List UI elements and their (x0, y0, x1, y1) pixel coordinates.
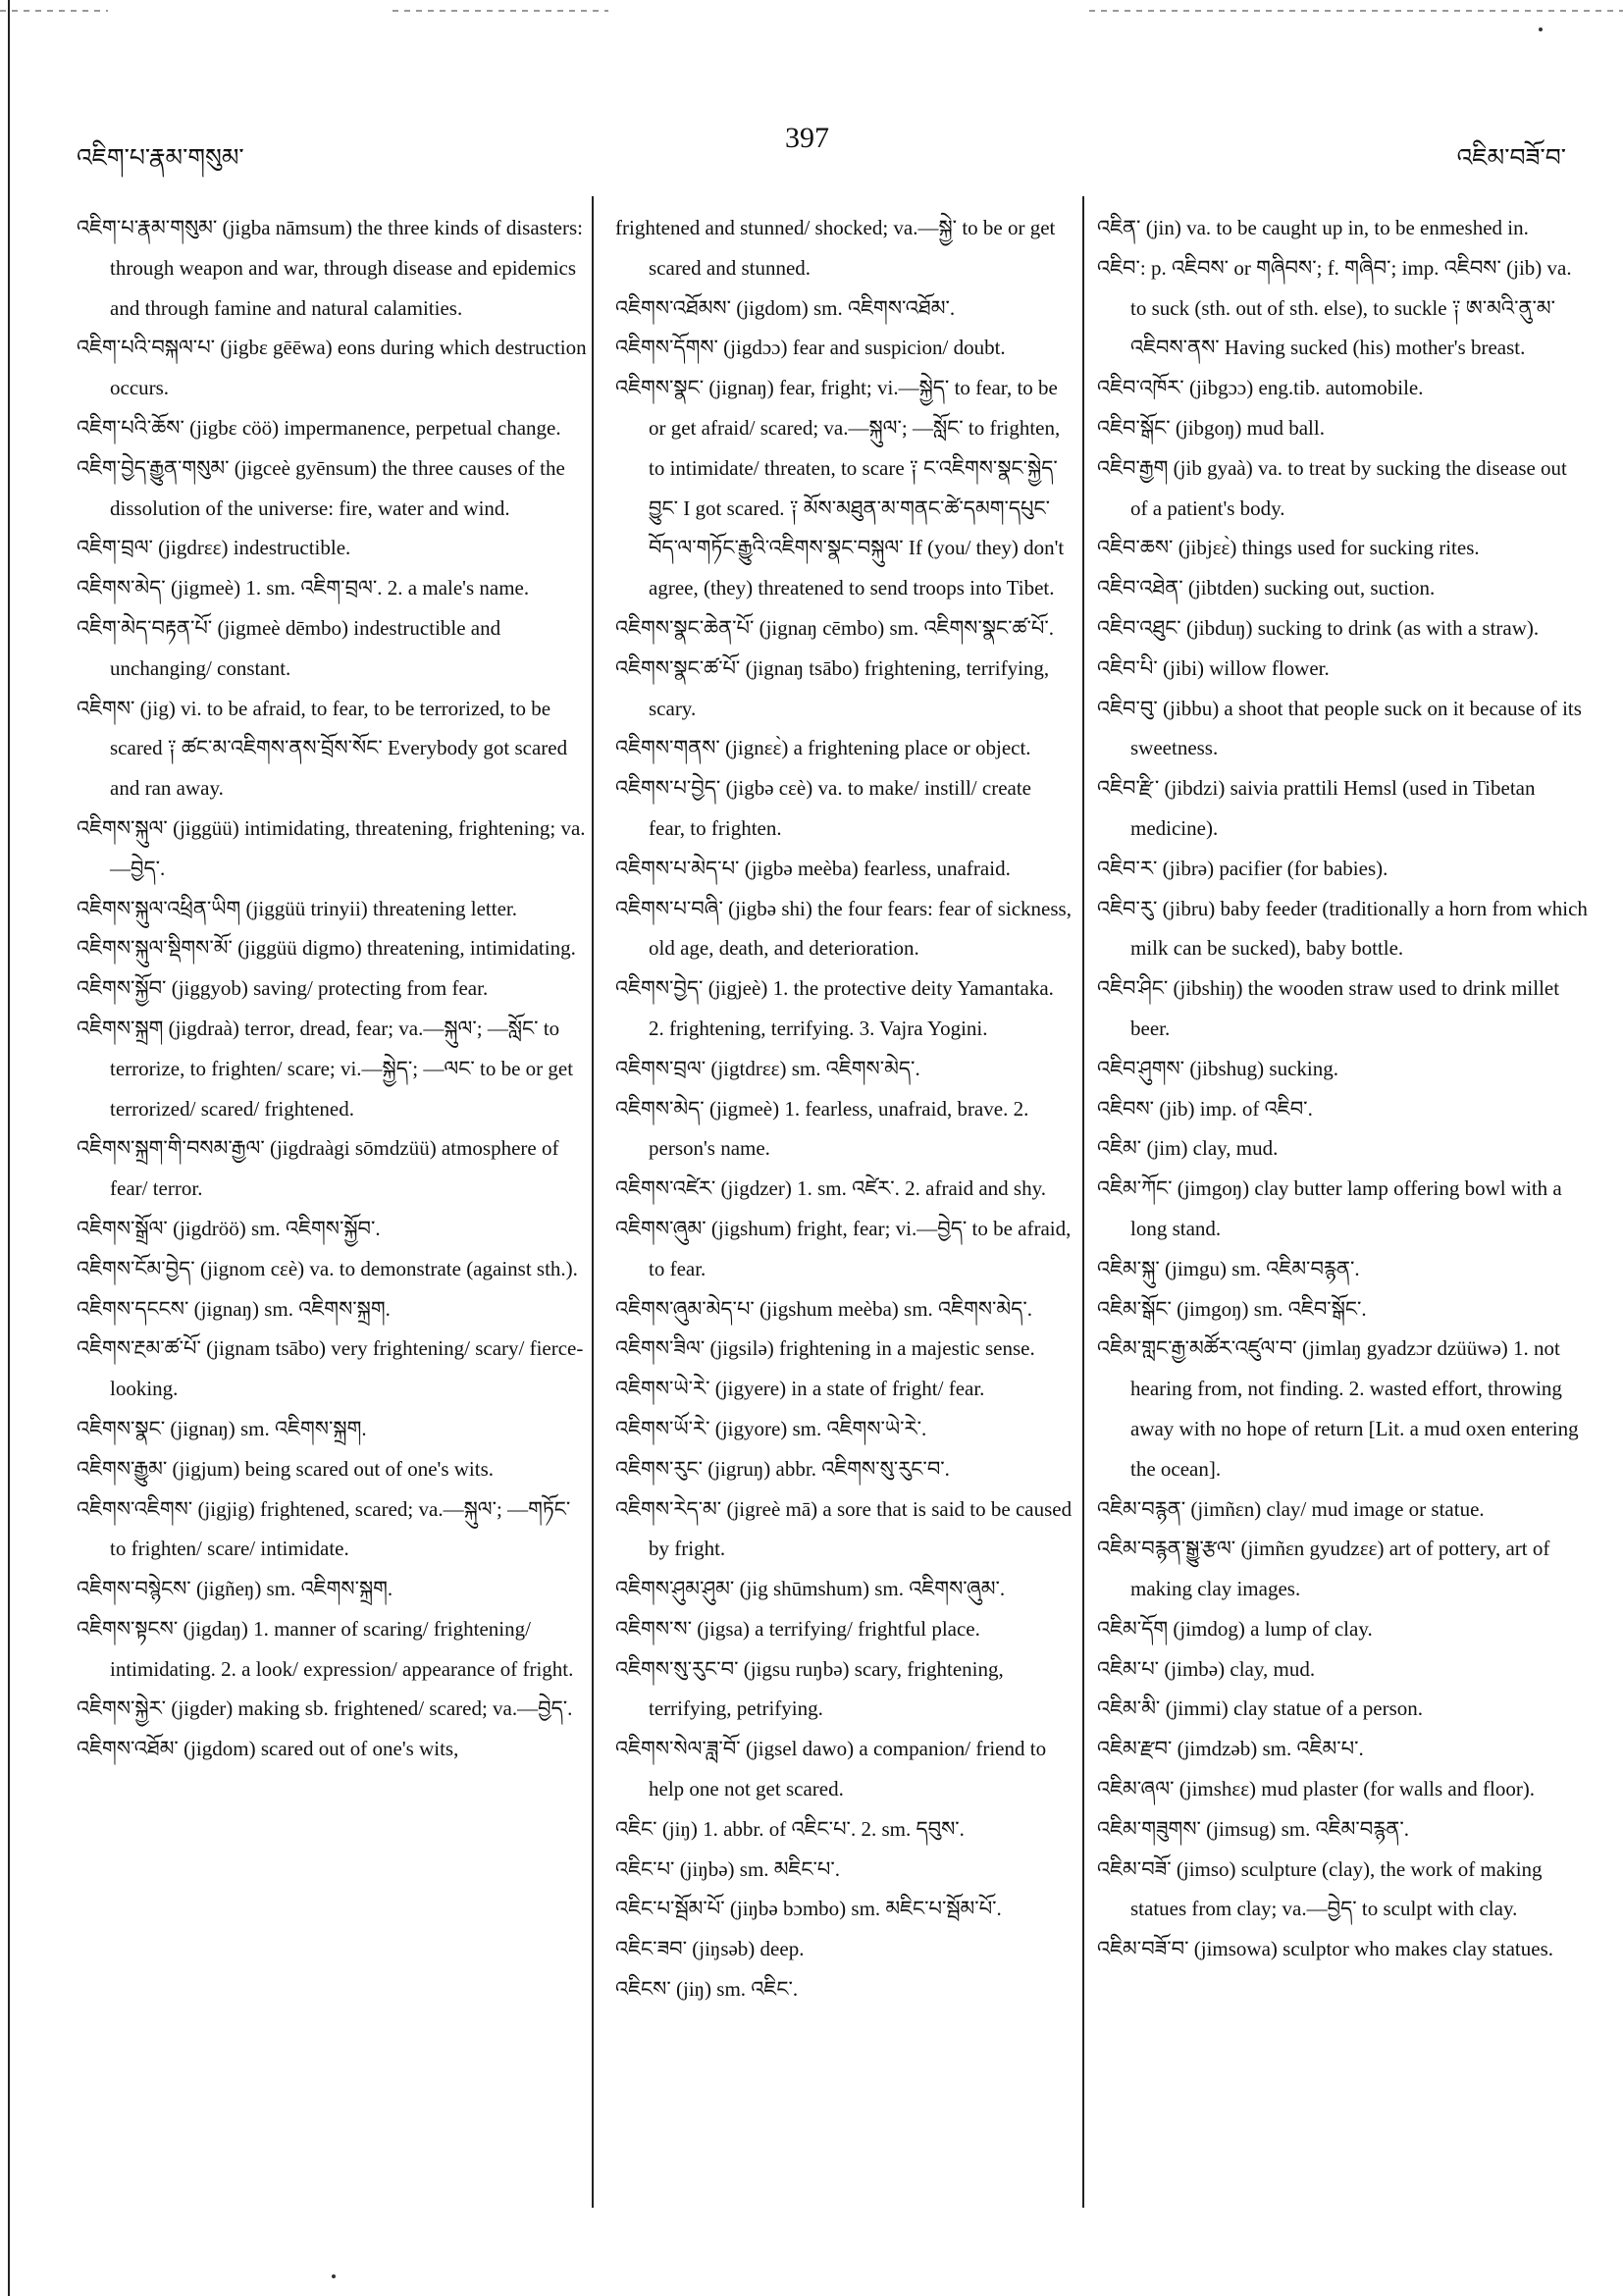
dictionary-entry: འཇིང་པ་ (jiŋbə) sm. མཇིང་པ་. (615, 1856, 841, 1881)
dictionary-entry: འཇིགས་རེད་མ་ (jigreè mā) a sore that is said to be caused by fright. (615, 1496, 1073, 1561)
dictionary-entry: འཇིགས་སྣང་ (jignaŋ) sm. འཇིགས་སྐྲག. (77, 1416, 367, 1440)
dictionary-entry: འཇིགས་མེད་ (jigmeè) 1. sm. འཇིག་བྲལ་. 2. a male's name. (77, 576, 530, 600)
dictionary-entry: འཇིམ་ཞལ་ (jimshɛɛ) mud plaster (for walls and floor). (1097, 1777, 1536, 1801)
dictionary-entry: འཇིབ་ཆས་ (jibjɛɛ̀) things used for sucking rites. (1097, 536, 1480, 560)
dictionary-entry: འཇིམ་མི་ (jimmi) clay statue of a person. (1097, 1696, 1424, 1721)
dictionary-entry: འཇིབ་ར་ (jibrə) pacifier (for babies). (1097, 856, 1388, 880)
dictionary-entry: འཇིབ་རྫི་ (jibdzi) saivia prattili Hemsl (used in Tibetan medicine). (1097, 776, 1536, 840)
dictionary-entry: འཇིངས་ (jiŋ) sm. འཇིང་. (615, 1977, 799, 2002)
dictionary-entry: འཇིགས་བྲལ་ (jigtdrɛɛ) sm. འཇིགས་མེད་. (615, 1056, 920, 1080)
dictionary-entry: འཇིག་པ་རྣམ་གསུམ་ (jigba nāmsum) the three kinds of disasters: through weapon and war, through disease and epidemics and through famine and natural calamities. (77, 216, 583, 320)
column-2 (615, 208, 1073, 2009)
dictionary-entry: འཇིགས་སྟངས་ (jigdaŋ) 1. manner of scaring/ frightening/ intimidating. 2. a look/ expression/ appearance of fright. (77, 1616, 574, 1681)
dictionary-entry: འཇིགས་སྐྱེར་ (jigder) making sb. frightened/ scared; va.—བྱེད་. (77, 1696, 573, 1721)
dictionary-entry: འཇིམ་གླང་རྒྱ་མཚོར་འཛུལ་བ་ (jimlaŋ gyadzɔr dzüüwə) 1. not hearing from, not finding. 2. wasted effort, throwing away with no hope of return [Lit. a mud oxen entering the ocean]. (1097, 1336, 1579, 1481)
dictionary-entry: འཇིགས་གནས་ (jignɛɛ̀) a frightening place or object. (615, 736, 1031, 760)
dictionary-entry: འཇིག་པའི་བསྐལ་པ་ (jigbɛ gēēwa) eons during which destruction occurs. (77, 336, 587, 400)
column-3 (1097, 208, 1588, 1969)
dictionary-entry: འཇིགས་ཤུམ་ཤུམ་ (jig shūmshum) sm. འཇིགས་ཞུམ་. (615, 1577, 1006, 1601)
dictionary-entry: འཇིག་བྱེད་རྒྱུན་གསུམ་ (jigceè gyēnsum) the three causes of the dissolution of the universe: fire, water and wind. (77, 455, 565, 520)
dictionary-entry: འཇིགས་རྔམ་ཚ་པོ་ (jignam tsābo) very frightening/ scary/ fierce-looking. (77, 1336, 584, 1401)
dictionary-entry: འཇིགས་འཐོམ་ (jigdom) scared out of one's wits, (77, 1737, 459, 1761)
dictionary-entry: འཇིག་མེད་བརྟན་པོ་ (jigmeè dēmbo) indestructible and unchanging/ constant. (77, 615, 501, 680)
dictionary-entry: འཇིགས་བསྙེངས་ (jigñeŋ) sm. འཇིགས་སྐྲག. (77, 1577, 393, 1601)
dictionary-entry: འཇིགས་ཡོ་རེ་ (jigyore) sm. འཇིགས་ཡེ་རེ་. (615, 1416, 927, 1440)
dictionary-entry: འཇིགས་བྱེད་ (jigjeè) 1. the protective deity Yamantaka. 2. frightening, terrifying. 3. Vajra Yogini. (615, 976, 1054, 1040)
dictionary-entry: འཇིགས་སྐུལ་ (jiggüü) intimidating, threatening, frightening; va.—བྱེད་. (77, 815, 586, 880)
dictionary-entry: འཇིགས་ས་ (jigsa) a terrifying/ frightful place. (615, 1616, 980, 1641)
dictionary-entry: འཇིགས་སྣང་ཚ་པོ་ (jignaŋ tsābo) frightening, terrifying, scary. (615, 655, 1050, 720)
column-divider-1 (592, 196, 594, 2208)
dictionary-entry: འཇིགས་སྣང་ཆེན་པོ་ (jignaŋ cēmbo) sm. འཇིགས་སྣང་ཚ་པོ་. (615, 615, 1055, 640)
dictionary-entry: འཇིགས་སྐྱོབ་ (jiggyob) saving/ protecting from fear. (77, 976, 489, 1001)
dictionary-entry: འཇིང་པ་སྦོམ་པོ་ (jiŋbə bɔmbo) sm. མཇིང་པ་སྦོམ་པོ་. (615, 1897, 1002, 1921)
left-margin-line (8, 0, 10, 2296)
dictionary-entry: འཇིབ་སྒོང་ (jibgoŋ) mud ball. (1097, 415, 1325, 440)
dictionary-entry: འཇིབ་: p. འཇིབས་ or གཞིབས་; f. གཞིབ་; imp. འཇིབས་ (jib) va. to suck (sth. out of sth. else), to suckle ༑ ཨ་མའི་ནུ་མ་འཇིབས་ནས་ Having sucked (his) mother's breast. (1097, 255, 1572, 360)
dictionary-entry: འཇིབས་ (jib) imp. of འཇིབ་. (1097, 1096, 1313, 1121)
dictionary-entry: འཇིགས་སྐྲག (jigdraà) terror, dread, fear; va.—སྐུལ་; —སློང་ to terrorize, to frighten/ scare; vi.—སྐྱེད་; —ལང་ to be or get terrorized/ scared/ frightened. (77, 1016, 574, 1121)
dictionary-entry: འཇིབ་པི་ (jibi) willow flower. (1097, 655, 1330, 680)
dictionary-entry: འཇིམ་པ་ (jimbə) clay, mud. (1097, 1656, 1316, 1681)
dictionary-entry: འཇིམ་བཟོ་ (jimso) sculpture (clay), the work of making statues from clay; va.—བྱེད་ to sculpt with clay. (1097, 1856, 1543, 1921)
dictionary-entry: འཇིགས་ཞུམ་མེད་པ་ (jigshum meèba) sm. འཇིགས་མེད་. (615, 1296, 1032, 1321)
dictionary-entry: འཇིགས་པ་མེད་པ་ (jigbə meèba) fearless, unafraid. (615, 856, 1011, 880)
dictionary-entry: འཇིམ་སྐུ་ (jimgu) sm. འཇིམ་བརྙན་. (1097, 1256, 1360, 1280)
dictionary-entry: འཇིག་བྲལ་ (jigdrɛɛ) indestructible. (77, 536, 351, 560)
scan-edge-mark (393, 10, 608, 12)
dictionary-entry: འཇིགས་འཐོམས་ (jigdom) sm. འཇིགས་འཐོམ་. (615, 295, 956, 320)
dictionary-entry: འཇིམ་བརྙན་སྒྱུ་རྩལ་ (jimñɛn gyudzɛɛ) art of pottery, art of making clay images. (1097, 1537, 1550, 1601)
dictionary-entry: འཇིབ་རྒྱག (jib gyaà) va. to treat by sucking the disease out of a patient's body. (1097, 455, 1567, 520)
scan-edge-mark (0, 10, 108, 12)
running-head-right: འཇིམ་བཟོ་བ་ (1456, 145, 1566, 172)
dictionary-entry: འཇིག་པའི་ཆོས་ (jigbɛ cöö) impermanence, perpetual change. (77, 415, 561, 440)
dictionary-entry: འཇིབ་འཁོར་ (jibgɔɔ) eng.tib. automobile. (1097, 376, 1424, 400)
dictionary-entry: འཇིན་ (jin) va. to be caught up in, to be enmeshed in. (1097, 216, 1529, 239)
dictionary-entry: འཇིམ་ཀོང་ (jimgoŋ) clay butter lamp offering bowl with a long stand. (1097, 1176, 1562, 1240)
scan-edge-mark (1089, 10, 1623, 12)
dictionary-entry: འཇིམ་དོག (jimdog) a lump of clay. (1097, 1616, 1373, 1641)
dictionary-entry: འཇིང་ཟབ་ (jiŋsəb) deep. (615, 1937, 805, 1961)
dictionary-entry: འཇིགས་སྐུལ་སྡིགས་མོ་ (jiggüü digmo) threatening, intimidating. (77, 936, 576, 961)
dictionary-entry: འཇིབ་བུ་ (jibbu) a shoot that people suck on it because of its sweetness. (1097, 696, 1582, 760)
dictionary-entry: འཇིམ་བརྙན་ (jimñɛn) clay/ mud image or statue. (1097, 1496, 1485, 1521)
dictionary-entry: འཇིགས་དངངས་ (jignaŋ) sm. འཇིགས་སྐྲག. (77, 1296, 391, 1321)
dictionary-entry: འཇིམ་སྒོང་ (jimgoŋ) sm. འཇིབ་སྒོང་. (1097, 1296, 1367, 1321)
dictionary-entry: འཇིགས་སྣང་ (jignaŋ) fear, fright; vi.—སྐྱེད་ to fear, to be or get afraid/ scared; va.—སྐུལ་; —སློང་ to frighten, to intimidate/ threaten, to scare ༑ ང་འཇིགས་སྣང་སྐྱེད་བྱུང་ I got scared. ༑ མོས་མཐུན་མ་གནང་ཚེ་དམག་དཔུང་བོད་ལ་གཏོང་རྒྱུའི་འཇིགས་སྣང་བསྐུལ་ If (you/ they) don't agree, (they) threatened to send troops into Tibet. (615, 376, 1065, 600)
dictionary-entry: འཇིགས་ཞུམ་ (jigshum) fright, fear; vi.—བྱེད་ to be afraid, to fear. (615, 1216, 1072, 1280)
dictionary-entry: འཇིགས་ (jig) vi. to be afraid, to fear, to be terrorized, to be scared ༑ ཚང་མ་འཇིགས་ནས་བྲོས་སོང་ Everybody got scared and ran away. (77, 696, 568, 801)
dictionary-entry: འཇིགས་སྐྲག་གི་བསམ་རྒྱལ་ (jigdraàgi sōmdzüü) atmosphere of fear/ terror. (77, 1136, 559, 1201)
column-divider-2 (1082, 196, 1084, 2208)
dictionary-entry: འཇིགས་འཛེར་ (jigdzer) 1. sm. འཛེར་. 2. afraid and shy. (615, 1176, 1046, 1201)
dictionary-entry: འཇིགས་སུ་རུང་བ་ (jigsu ruŋbə) scary, frightening, terrifying, petrifying. (615, 1656, 1004, 1721)
page-number: 397 (785, 122, 829, 154)
dictionary-entry: འཇིགས་རྒྱུམ་ (jigjum) being scared out of one's wits. (77, 1456, 495, 1481)
dictionary-entry: འཇིམ་ (jim) clay, mud. (1097, 1136, 1279, 1161)
dictionary-entry: འཇིགས་པ་བྱེད་ (jigbə cɛè) va. to make/ instill/ create fear, to frighten. (615, 776, 1032, 840)
scan-speck (1539, 27, 1543, 31)
dictionary-entry: འཇིབ་ཤུགས་ (jibshug) sucking. (1097, 1056, 1338, 1080)
dictionary-entry: འཇིབ་འཐུང་ (jibduŋ) sucking to drink (as with a straw). (1097, 615, 1540, 640)
running-head-left: འཇིག་པ་རྣམ་གསུམ་ (77, 145, 244, 172)
dictionary-entry: འཇིགས་དོགས་ (jigdɔɔ) fear and suspicion/ doubt. (615, 336, 1006, 360)
dictionary-entry: འཇིམ་རྫབ་ (jimdzəb) sm. འཇིམ་པ་. (1097, 1737, 1364, 1761)
dictionary-entry: འཇིགས་རུང་ (jigruŋ) abbr. འཇིགས་སུ་རུང་བ་. (615, 1456, 950, 1481)
dictionary-entry: འཇིགས་སེལ་ཟླ་བོ་ (jigsel dawo) a companion/ friend to help one not get scared. (615, 1737, 1047, 1801)
column-1 (77, 208, 587, 1769)
scan-speck (332, 2274, 336, 2278)
dictionary-entry: འཇིགས་ངོམ་བྱེད་ (jignom cɛè) va. to demonstrate (against sth.). (77, 1256, 578, 1280)
dictionary-entry: འཇིང་ (jiŋ) 1. abbr. of འཇིང་པ་. 2. sm. དབུས་. (615, 1816, 965, 1841)
dictionary-entry: འཇིགས་འཇིགས་ (jigjig) frightened, scared; va.—སྐུལ་; —གཏོང་ to frighten/ scare/ intimidate. (77, 1496, 571, 1561)
dictionary-entry: འཇིགས་སྒྲོལ་ (jigdröö) sm. འཇིགས་སྐྱོབ་. (77, 1216, 381, 1240)
dictionary-entry: འཇིགས་མེད་ (jigmeè) 1. fearless, unafraid, brave. 2. person's name. (615, 1096, 1029, 1161)
dictionary-entry: འཇིགས་ཟིལ་ (jigsilə) frightening in a majestic sense. (615, 1336, 1035, 1361)
dictionary-entry: འཇིབ་འཐེན་ (jibtden) sucking out, suction. (1097, 576, 1436, 600)
dictionary-entry-continued: frightened and stunned/ shocked; va.—སྐྱེ་ to be or get scared and stunned. (615, 216, 1056, 280)
dictionary-entry: འཇིགས་པ་བཞི་ (jigbə shi) the four fears: fear of sickness, old age, death, and deterioration. (615, 896, 1072, 961)
dictionary-entry: འཇིབ་རུ་ (jibru) baby feeder (traditionally a horn from which milk can be sucked), baby bottle. (1097, 896, 1588, 961)
dictionary-entry: འཇིམ་གཟུགས་ (jimsug) sm. འཇིམ་བརྙན་. (1097, 1816, 1409, 1841)
dictionary-entry: འཇིགས་ཡེ་རེ་ (jigyere) in a state of fright/ fear. (615, 1377, 985, 1401)
dictionary-entry: འཇིབ་ཤིང་ (jibshiŋ) the wooden straw used to drink millet beer. (1097, 976, 1560, 1040)
dictionary-entry: འཇིགས་སྐུལ་འཕྲིན་ཡིག (jiggüü trinyii) threatening letter. (77, 896, 517, 920)
dictionary-entry: འཇིམ་བཟོ་བ་ (jimsowa) sculptor who makes clay statues. (1097, 1937, 1554, 1961)
